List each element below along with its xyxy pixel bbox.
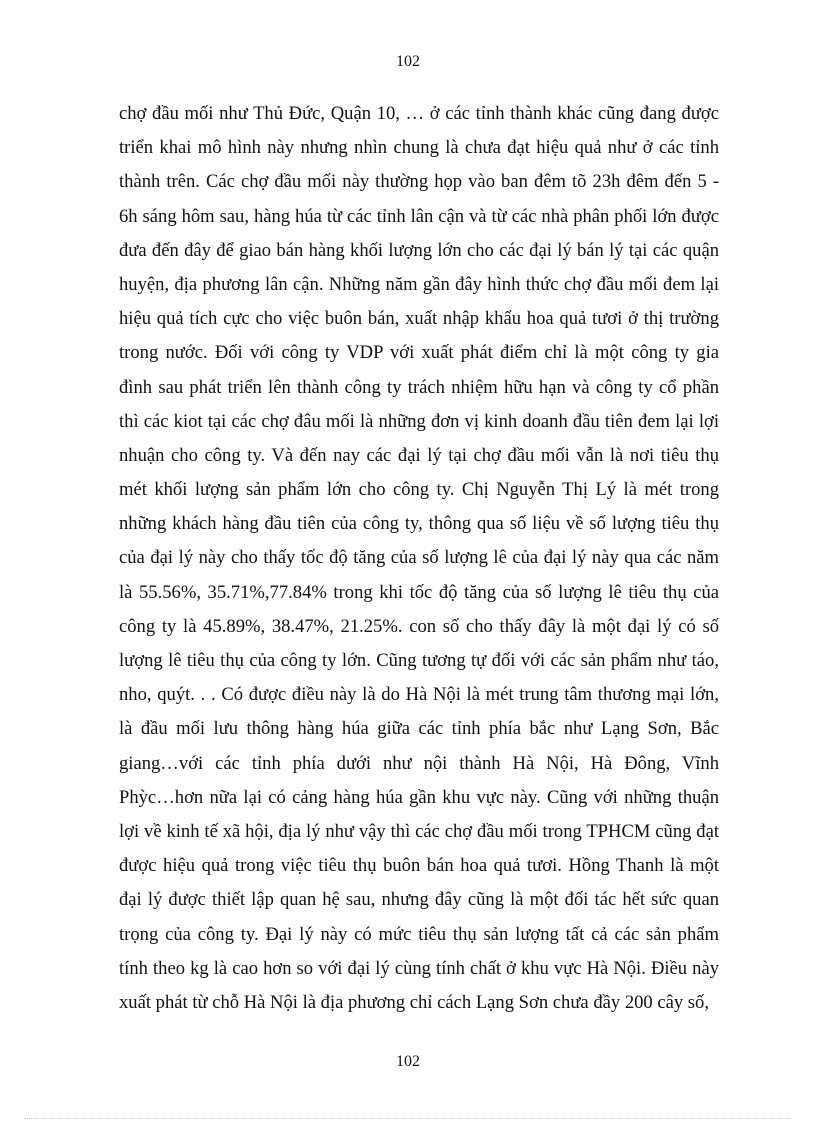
text-line: là 55.56%, 35.71%,77.84% trong khi tốc độ tăng của số lượng lê tiêu thụ của [119, 581, 719, 603]
page-number-top: 102 [396, 53, 420, 70]
text-line: của đại lý này cho thấy tốc độ tăng của số lượng lê của đại lý này qua các năm [119, 547, 719, 569]
text-line: mét khối lượng sản phẩm lớn cho công ty. Chị Nguyễn Thị Lý là mét trong [119, 479, 719, 501]
text-line: đưa đến đây để giao bán hàng khối lượng lớn cho các đại lý bán lý tại các quận [119, 239, 719, 261]
text-line: giang…với các tỉnh phía dưới như nội thành Hà Nội, Hà Đông, Vĩnh [119, 752, 719, 774]
page-bottom-divider [24, 1118, 792, 1119]
text-line: huyện, địa phương lân cận. Những năm gần đây hình thức chợ đầu mối đem lại [119, 273, 719, 295]
text-line: chợ đầu mối như Thủ Đức, Quận 10, … ở các tỉnh thành khác cũng đang được [119, 103, 719, 124]
body-text [119, 97, 719, 1020]
text-line: đình sau phát triển lên thành công ty trách nhiệm hữu hạn và công ty cổ phần [119, 376, 719, 398]
text-line: 6h sáng hôm sau, hàng húa từ các tỉnh lân cận và từ các nhà phân phối lớn được [119, 205, 719, 227]
text-line: lượng lê tiêu thụ của công ty lớn. Cũng tương tự đối với các sản phẩm như táo, [119, 650, 719, 671]
text-line: đại lý được thiết lập quan hệ sau, nhưng đây cũng là một đối tác hết sức quan [119, 889, 719, 911]
text-line: tính theo kg là cao hơn so với đại lý cùng tính chất ở khu vực Hà Nội. Điều này [119, 957, 719, 979]
text-line: thành trên. Các chợ đầu mối này thường họp vào ban đêm tõ 23h đêm đến 5 - [119, 171, 719, 193]
text-line: được hiệu quả trong việc tiêu thụ buôn bán hoa quả tươi. Hồng Thanh là một [119, 855, 719, 877]
text-line: nhuận cho công ty. Và đến nay các đại lý tại chợ đầu mối vẫn là nơi tiêu thụ [119, 444, 719, 466]
page-number-bottom: 102 [396, 1053, 420, 1070]
text-line: công ty là 45.89%, 38.47%, 21.25%. con số cho thấy đây là một đại lý có số [119, 615, 719, 637]
text-line: những khách hàng đầu tiên của công ty, thông qua số liệu về số lượng tiêu thụ [119, 513, 719, 535]
text-line: là đầu mối lưu thông hàng húa giữa các tỉnh phía bắc như Lạng Sơn, Bắc [119, 718, 719, 740]
text-line: xuất phát từ chỗ Hà Nội là địa phương chỉ cách Lạng Sơn chưa đầy 200 cây số, [119, 991, 709, 1013]
text-line: thì các kiot tại các chợ đâu mối là những đơn vị kinh doanh đầu tiên đem lại lợi [119, 410, 719, 432]
text-line: lợi về kinh tế xã hội, địa lý như vậy thì các chợ đầu mối trong TPHCM cũng đạt [119, 820, 719, 842]
text-line: trọng của công ty. Đại lý này có mức tiêu thụ sản lượng tất cả các sản phẩm [119, 923, 719, 945]
text-line: Phỳc…hơn nữa lại có cảng hàng húa gần khu vực này. Cũng với những thuận [119, 786, 719, 808]
text-line: triển khai mô hình này nhưng nhìn chung là chưa đạt hiệu quả như ở các tỉnh [119, 137, 719, 159]
text-line: hiệu quả tích cực cho việc buôn bán, xuất nhập khẩu hoa quả tươi ở thị trường [119, 308, 719, 330]
text-line: nho, quýt. . . Có được điều này là do Hà Nội là mét trung tâm thương mại lớn, [119, 684, 719, 706]
text-line: trong nước. Đối với công ty VDP với xuất phát điểm chỉ là một công ty gia [119, 342, 719, 364]
